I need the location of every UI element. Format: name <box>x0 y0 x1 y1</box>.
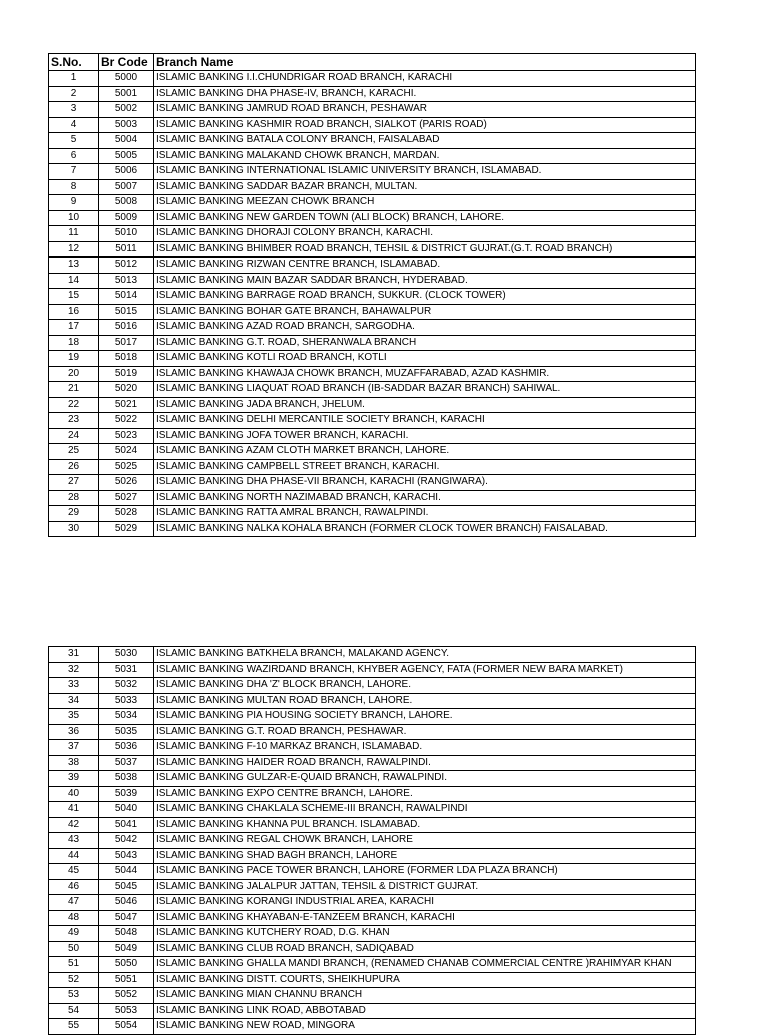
branch-name-cell: ISLAMIC BANKING AZAM CLOTH MARKET BRANCH, LAHORE. <box>154 444 696 460</box>
branch-code-cell: 5027 <box>99 490 154 506</box>
branch-code-cell: 5030 <box>99 647 154 663</box>
branch-name-cell: ISLAMIC BANKING BATALA COLONY BRANCH, FAISALABAD <box>154 133 696 149</box>
branch-name-cell: ISLAMIC BANKING BOHAR GATE BRANCH, BAHAWALPUR <box>154 304 696 320</box>
serial-number-cell: 24 <box>49 428 99 444</box>
serial-number-cell: 12 <box>49 241 99 257</box>
table-row <box>49 257 696 273</box>
table-row <box>49 833 696 849</box>
branch-code-cell: 5033 <box>99 693 154 709</box>
branch-name-cell: ISLAMIC BANKING NALKA KOHALA BRANCH (FORMER CLOCK TOWER BRANCH) FAISALABAD. <box>154 521 696 537</box>
table-row <box>49 490 696 506</box>
branch-name-cell: ISLAMIC BANKING CLUB ROAD BRANCH, SADIQABAD <box>154 941 696 957</box>
table-row <box>49 771 696 787</box>
serial-number-cell: 37 <box>49 740 99 756</box>
serial-number-cell: 35 <box>49 709 99 725</box>
serial-number-cell: 2 <box>49 86 99 102</box>
branch-code-cell: 5016 <box>99 320 154 336</box>
branch-code-cell: 5026 <box>99 475 154 491</box>
table-row <box>49 864 696 880</box>
serial-number-cell: 10 <box>49 210 99 226</box>
serial-number-cell: 45 <box>49 864 99 880</box>
branch-code-cell: 5048 <box>99 926 154 942</box>
table-row <box>49 320 696 336</box>
serial-number-cell: 46 <box>49 879 99 895</box>
branch-name-cell: ISLAMIC BANKING JOFA TOWER BRANCH, KARACHI. <box>154 428 696 444</box>
table-row <box>49 910 696 926</box>
serial-number-cell: 54 <box>49 1003 99 1019</box>
branch-name-cell: ISLAMIC BANKING DHA PHASE-VII BRANCH, KARACHI (RANGIWARA). <box>154 475 696 491</box>
serial-number-cell: 14 <box>49 273 99 289</box>
branch-name-cell: ISLAMIC BANKING RATTA AMRAL BRANCH, RAWALPINDI. <box>154 506 696 522</box>
branch-code-cell: 5000 <box>99 71 154 87</box>
table-row <box>49 289 696 305</box>
serial-number-cell: 22 <box>49 397 99 413</box>
serial-number-cell: 29 <box>49 506 99 522</box>
table-body-2 <box>49 647 696 1035</box>
branch-code-cell: 5049 <box>99 941 154 957</box>
serial-number-cell: 44 <box>49 848 99 864</box>
serial-number-cell: 6 <box>49 148 99 164</box>
serial-number-cell: 33 <box>49 678 99 694</box>
table-row <box>49 413 696 429</box>
table-row <box>49 304 696 320</box>
branch-name-cell: ISLAMIC BANKING HAIDER ROAD BRANCH, RAWALPINDI. <box>154 755 696 771</box>
branch-code-cell: 5024 <box>99 444 154 460</box>
table-row <box>49 1019 696 1035</box>
serial-number-cell: 51 <box>49 957 99 973</box>
table-row <box>49 428 696 444</box>
serial-number-cell: 15 <box>49 289 99 305</box>
branch-name-cell: ISLAMIC BANKING GHALLA MANDI BRANCH, (RENAMED CHANAB COMMERCIAL CENTRE )RAHIMYAR KHAN <box>154 957 696 973</box>
table-row <box>49 647 696 663</box>
table-row <box>49 678 696 694</box>
serial-number-cell: 55 <box>49 1019 99 1035</box>
branch-name-cell: ISLAMIC BANKING CAMPBELL STREET BRANCH, KARACHI. <box>154 459 696 475</box>
table-row <box>49 148 696 164</box>
table-row <box>49 709 696 725</box>
table-row <box>49 475 696 491</box>
branch-code-cell: 5054 <box>99 1019 154 1035</box>
serial-number-cell: 17 <box>49 320 99 336</box>
branch-code-cell: 5021 <box>99 397 154 413</box>
table-row <box>49 117 696 133</box>
serial-number-cell: 11 <box>49 226 99 242</box>
table-row <box>49 755 696 771</box>
table-row <box>49 210 696 226</box>
table-row <box>49 444 696 460</box>
table-row <box>49 459 696 475</box>
branch-name-cell: ISLAMIC BANKING RIZWAN CENTRE BRANCH, ISLAMABAD. <box>154 257 696 273</box>
table-row <box>49 724 696 740</box>
branch-name-cell: ISLAMIC BANKING PIA HOUSING SOCIETY BRANCH, LAHORE. <box>154 709 696 725</box>
serial-number-cell: 27 <box>49 475 99 491</box>
serial-number-cell: 36 <box>49 724 99 740</box>
serial-number-cell: 13 <box>49 257 99 273</box>
table-row <box>49 366 696 382</box>
table-row <box>49 848 696 864</box>
branch-name-cell: ISLAMIC BANKING F-10 MARKAZ BRANCH, ISLAMABAD. <box>154 740 696 756</box>
branch-name-cell: ISLAMIC BANKING JAMRUD ROAD BRANCH, PESHAWAR <box>154 102 696 118</box>
branch-code-cell: 5019 <box>99 366 154 382</box>
branch-name-cell: ISLAMIC BANKING KHAYABAN-E-TANZEEM BRANCH, KARACHI <box>154 910 696 926</box>
serial-number-cell: 4 <box>49 117 99 133</box>
serial-number-cell: 38 <box>49 755 99 771</box>
branch-name-cell: ISLAMIC BANKING DISTT. COURTS, SHEIKHUPURA <box>154 972 696 988</box>
table-row <box>49 86 696 102</box>
branch-name-cell: ISLAMIC BANKING MIAN CHANNU BRANCH <box>154 988 696 1004</box>
serial-number-cell: 34 <box>49 693 99 709</box>
serial-number-cell: 28 <box>49 490 99 506</box>
branch-code-cell: 5040 <box>99 802 154 818</box>
branch-code-cell: 5012 <box>99 257 154 273</box>
branch-code-cell: 5004 <box>99 133 154 149</box>
header-sno: S.No. <box>49 54 99 71</box>
branch-code-cell: 5005 <box>99 148 154 164</box>
serial-number-cell: 43 <box>49 833 99 849</box>
branch-name-cell: ISLAMIC BANKING BARRAGE ROAD BRANCH, SUKKUR. (CLOCK TOWER) <box>154 289 696 305</box>
table-row <box>49 802 696 818</box>
branch-name-cell: ISLAMIC BANKING AZAD ROAD BRANCH, SARGODHA. <box>154 320 696 336</box>
table-row <box>49 662 696 678</box>
branch-name-cell: ISLAMIC BANKING MEEZAN CHOWK BRANCH <box>154 195 696 211</box>
branch-name-cell: ISLAMIC BANKING JALALPUR JATTAN, TEHSIL & DISTRICT GUJRAT. <box>154 879 696 895</box>
branch-code-cell: 5045 <box>99 879 154 895</box>
serial-number-cell: 42 <box>49 817 99 833</box>
branch-code-cell: 5047 <box>99 910 154 926</box>
branch-name-cell: ISLAMIC BANKING NEW GARDEN TOWN (ALI BLOCK) BRANCH, LAHORE. <box>154 210 696 226</box>
table-row <box>49 1003 696 1019</box>
branch-code-cell: 5015 <box>99 304 154 320</box>
branch-name-cell: ISLAMIC BANKING EXPO CENTRE BRANCH, LAHORE. <box>154 786 696 802</box>
branch-name-cell: ISLAMIC BANKING KHANNA PUL BRANCH. ISLAMABAD. <box>154 817 696 833</box>
table-row <box>49 133 696 149</box>
branch-name-cell: ISLAMIC BANKING REGAL CHOWK BRANCH, LAHORE <box>154 833 696 849</box>
header-br-code: Br Code <box>99 54 154 71</box>
branch-table-1 <box>48 53 696 537</box>
serial-number-cell: 40 <box>49 786 99 802</box>
branch-name-cell: ISLAMIC BANKING KUTCHERY ROAD, D.G. KHAN <box>154 926 696 942</box>
branch-name-cell: ISLAMIC BANKING MAIN BAZAR SADDAR BRANCH, HYDERABAD. <box>154 273 696 289</box>
branch-code-cell: 5034 <box>99 709 154 725</box>
branch-name-cell: ISLAMIC BANKING WAZIRDAND BRANCH, KHYBER AGENCY, FATA (FORMER NEW BARA MARKET) <box>154 662 696 678</box>
header-row <box>49 54 696 71</box>
branch-code-cell: 5032 <box>99 678 154 694</box>
branch-name-cell: ISLAMIC BANKING MALAKAND CHOWK BRANCH, MARDAN. <box>154 148 696 164</box>
branch-table-2 <box>48 646 696 1035</box>
branch-name-cell: ISLAMIC BANKING KOTLI ROAD BRANCH, KOTLI <box>154 351 696 367</box>
table-row <box>49 71 696 87</box>
branch-name-cell: ISLAMIC BANKING LIAQUAT ROAD BRANCH (IB-SADDAR BAZAR BRANCH) SAHIWAL. <box>154 382 696 398</box>
branch-code-cell: 5010 <box>99 226 154 242</box>
branch-code-cell: 5028 <box>99 506 154 522</box>
branch-name-cell: ISLAMIC BANKING INTERNATIONAL ISLAMIC UNIVERSITY BRANCH, ISLAMABAD. <box>154 164 696 180</box>
branch-code-cell: 5020 <box>99 382 154 398</box>
branch-code-cell: 5043 <box>99 848 154 864</box>
branch-name-cell: ISLAMIC BANKING CHAKLALA SCHEME-III BRANCH, RAWALPINDI <box>154 802 696 818</box>
serial-number-cell: 23 <box>49 413 99 429</box>
branch-code-cell: 5039 <box>99 786 154 802</box>
branch-code-cell: 5046 <box>99 895 154 911</box>
serial-number-cell: 9 <box>49 195 99 211</box>
serial-number-cell: 26 <box>49 459 99 475</box>
table-row <box>49 351 696 367</box>
branch-code-cell: 5051 <box>99 972 154 988</box>
branch-code-cell: 5044 <box>99 864 154 880</box>
branch-name-cell: ISLAMIC BANKING KORANGI INDUSTRIAL AREA, KARACHI <box>154 895 696 911</box>
branch-code-cell: 5018 <box>99 351 154 367</box>
branch-code-cell: 5052 <box>99 988 154 1004</box>
branch-name-cell: ISLAMIC BANKING SADDAR BAZAR BRANCH, MULTAN. <box>154 179 696 195</box>
table-row <box>49 895 696 911</box>
branch-code-cell: 5023 <box>99 428 154 444</box>
branch-code-cell: 5006 <box>99 164 154 180</box>
serial-number-cell: 20 <box>49 366 99 382</box>
branch-code-cell: 5013 <box>99 273 154 289</box>
branch-code-cell: 5031 <box>99 662 154 678</box>
table-row <box>49 335 696 351</box>
table-row <box>49 164 696 180</box>
branch-name-cell: ISLAMIC BANKING KASHMIR ROAD BRANCH, SIALKOT (PARIS ROAD) <box>154 117 696 133</box>
branch-name-cell: ISLAMIC BANKING NORTH NAZIMABAD BRANCH, KARACHI. <box>154 490 696 506</box>
branch-code-cell: 5011 <box>99 241 154 257</box>
table-row <box>49 693 696 709</box>
serial-number-cell: 1 <box>49 71 99 87</box>
branch-code-cell: 5008 <box>99 195 154 211</box>
branch-code-cell: 5037 <box>99 755 154 771</box>
branch-code-cell: 5017 <box>99 335 154 351</box>
branch-name-cell: ISLAMIC BANKING I.I.CHUNDRIGAR ROAD BRANCH, KARACHI <box>154 71 696 87</box>
table-row <box>49 988 696 1004</box>
branch-name-cell: ISLAMIC BANKING KHAWAJA CHOWK BRANCH, MUZAFFARABAD, AZAD KASHMIR. <box>154 366 696 382</box>
table-row <box>49 957 696 973</box>
table-row <box>49 226 696 242</box>
branch-name-cell: ISLAMIC BANKING LINK ROAD, ABBOTABAD <box>154 1003 696 1019</box>
branch-code-cell: 5038 <box>99 771 154 787</box>
branch-code-cell: 5003 <box>99 117 154 133</box>
branch-name-cell: ISLAMIC BANKING G.T. ROAD, SHERANWALA BRANCH <box>154 335 696 351</box>
branch-code-cell: 5029 <box>99 521 154 537</box>
serial-number-cell: 39 <box>49 771 99 787</box>
branch-name-cell: ISLAMIC BANKING SHAD BAGH BRANCH, LAHORE <box>154 848 696 864</box>
branch-name-cell: ISLAMIC BANKING NEW ROAD, MINGORA <box>154 1019 696 1035</box>
branch-name-cell: ISLAMIC BANKING DHA PHASE-IV, BRANCH, KARACHI. <box>154 86 696 102</box>
table-row <box>49 941 696 957</box>
serial-number-cell: 32 <box>49 662 99 678</box>
serial-number-cell: 52 <box>49 972 99 988</box>
serial-number-cell: 5 <box>49 133 99 149</box>
serial-number-cell: 49 <box>49 926 99 942</box>
branch-name-cell: ISLAMIC BANKING G.T. ROAD BRANCH, PESHAWAR. <box>154 724 696 740</box>
table-row <box>49 241 696 257</box>
serial-number-cell: 41 <box>49 802 99 818</box>
branch-code-cell: 5036 <box>99 740 154 756</box>
table-body-1 <box>49 71 696 537</box>
serial-number-cell: 18 <box>49 335 99 351</box>
serial-number-cell: 8 <box>49 179 99 195</box>
branch-code-cell: 5001 <box>99 86 154 102</box>
table-row <box>49 521 696 537</box>
branch-name-cell: ISLAMIC BANKING DHORAJI COLONY BRANCH, KARACHI. <box>154 226 696 242</box>
branch-code-cell: 5050 <box>99 957 154 973</box>
branch-name-cell: ISLAMIC BANKING MULTAN ROAD BRANCH, LAHORE. <box>154 693 696 709</box>
table-row <box>49 102 696 118</box>
branch-code-cell: 5022 <box>99 413 154 429</box>
branch-name-cell: ISLAMIC BANKING JADA BRANCH, JHELUM. <box>154 397 696 413</box>
serial-number-cell: 25 <box>49 444 99 460</box>
table-row <box>49 506 696 522</box>
table-row <box>49 879 696 895</box>
serial-number-cell: 48 <box>49 910 99 926</box>
branch-code-cell: 5042 <box>99 833 154 849</box>
branch-code-cell: 5014 <box>99 289 154 305</box>
branch-code-cell: 5009 <box>99 210 154 226</box>
table-row <box>49 397 696 413</box>
branch-name-cell: ISLAMIC BANKING DELHI MERCANTILE SOCIETY BRANCH, KARACHI <box>154 413 696 429</box>
table-row <box>49 972 696 988</box>
branch-code-cell: 5041 <box>99 817 154 833</box>
serial-number-cell: 31 <box>49 647 99 663</box>
branch-name-cell: ISLAMIC BANKING BHIMBER ROAD BRANCH, TEHSIL & DISTRICT GUJRAT.(G.T. ROAD BRANCH) <box>154 241 696 257</box>
branch-code-cell: 5053 <box>99 1003 154 1019</box>
table-row <box>49 786 696 802</box>
serial-number-cell: 3 <box>49 102 99 118</box>
table-row <box>49 195 696 211</box>
serial-number-cell: 30 <box>49 521 99 537</box>
serial-number-cell: 16 <box>49 304 99 320</box>
table-row <box>49 382 696 398</box>
table-row <box>49 273 696 289</box>
table-row <box>49 926 696 942</box>
serial-number-cell: 7 <box>49 164 99 180</box>
serial-number-cell: 53 <box>49 988 99 1004</box>
table-row <box>49 817 696 833</box>
branch-name-cell: ISLAMIC BANKING PACE TOWER BRANCH, LAHORE (FORMER LDA PLAZA BRANCH) <box>154 864 696 880</box>
branch-code-cell: 5035 <box>99 724 154 740</box>
branch-code-cell: 5002 <box>99 102 154 118</box>
branch-code-cell: 5007 <box>99 179 154 195</box>
branch-code-cell: 5025 <box>99 459 154 475</box>
serial-number-cell: 21 <box>49 382 99 398</box>
table-row <box>49 740 696 756</box>
branch-name-cell: ISLAMIC BANKING GULZAR-E-QUAID BRANCH, RAWALPINDI. <box>154 771 696 787</box>
branch-name-cell: ISLAMIC BANKING DHA 'Z' BLOCK BRANCH, LAHORE. <box>154 678 696 694</box>
header-branch-name: Branch Name <box>154 54 696 71</box>
serial-number-cell: 19 <box>49 351 99 367</box>
table-row <box>49 179 696 195</box>
serial-number-cell: 47 <box>49 895 99 911</box>
branch-name-cell: ISLAMIC BANKING BATKHELA BRANCH, MALAKAND AGENCY. <box>154 647 696 663</box>
serial-number-cell: 50 <box>49 941 99 957</box>
